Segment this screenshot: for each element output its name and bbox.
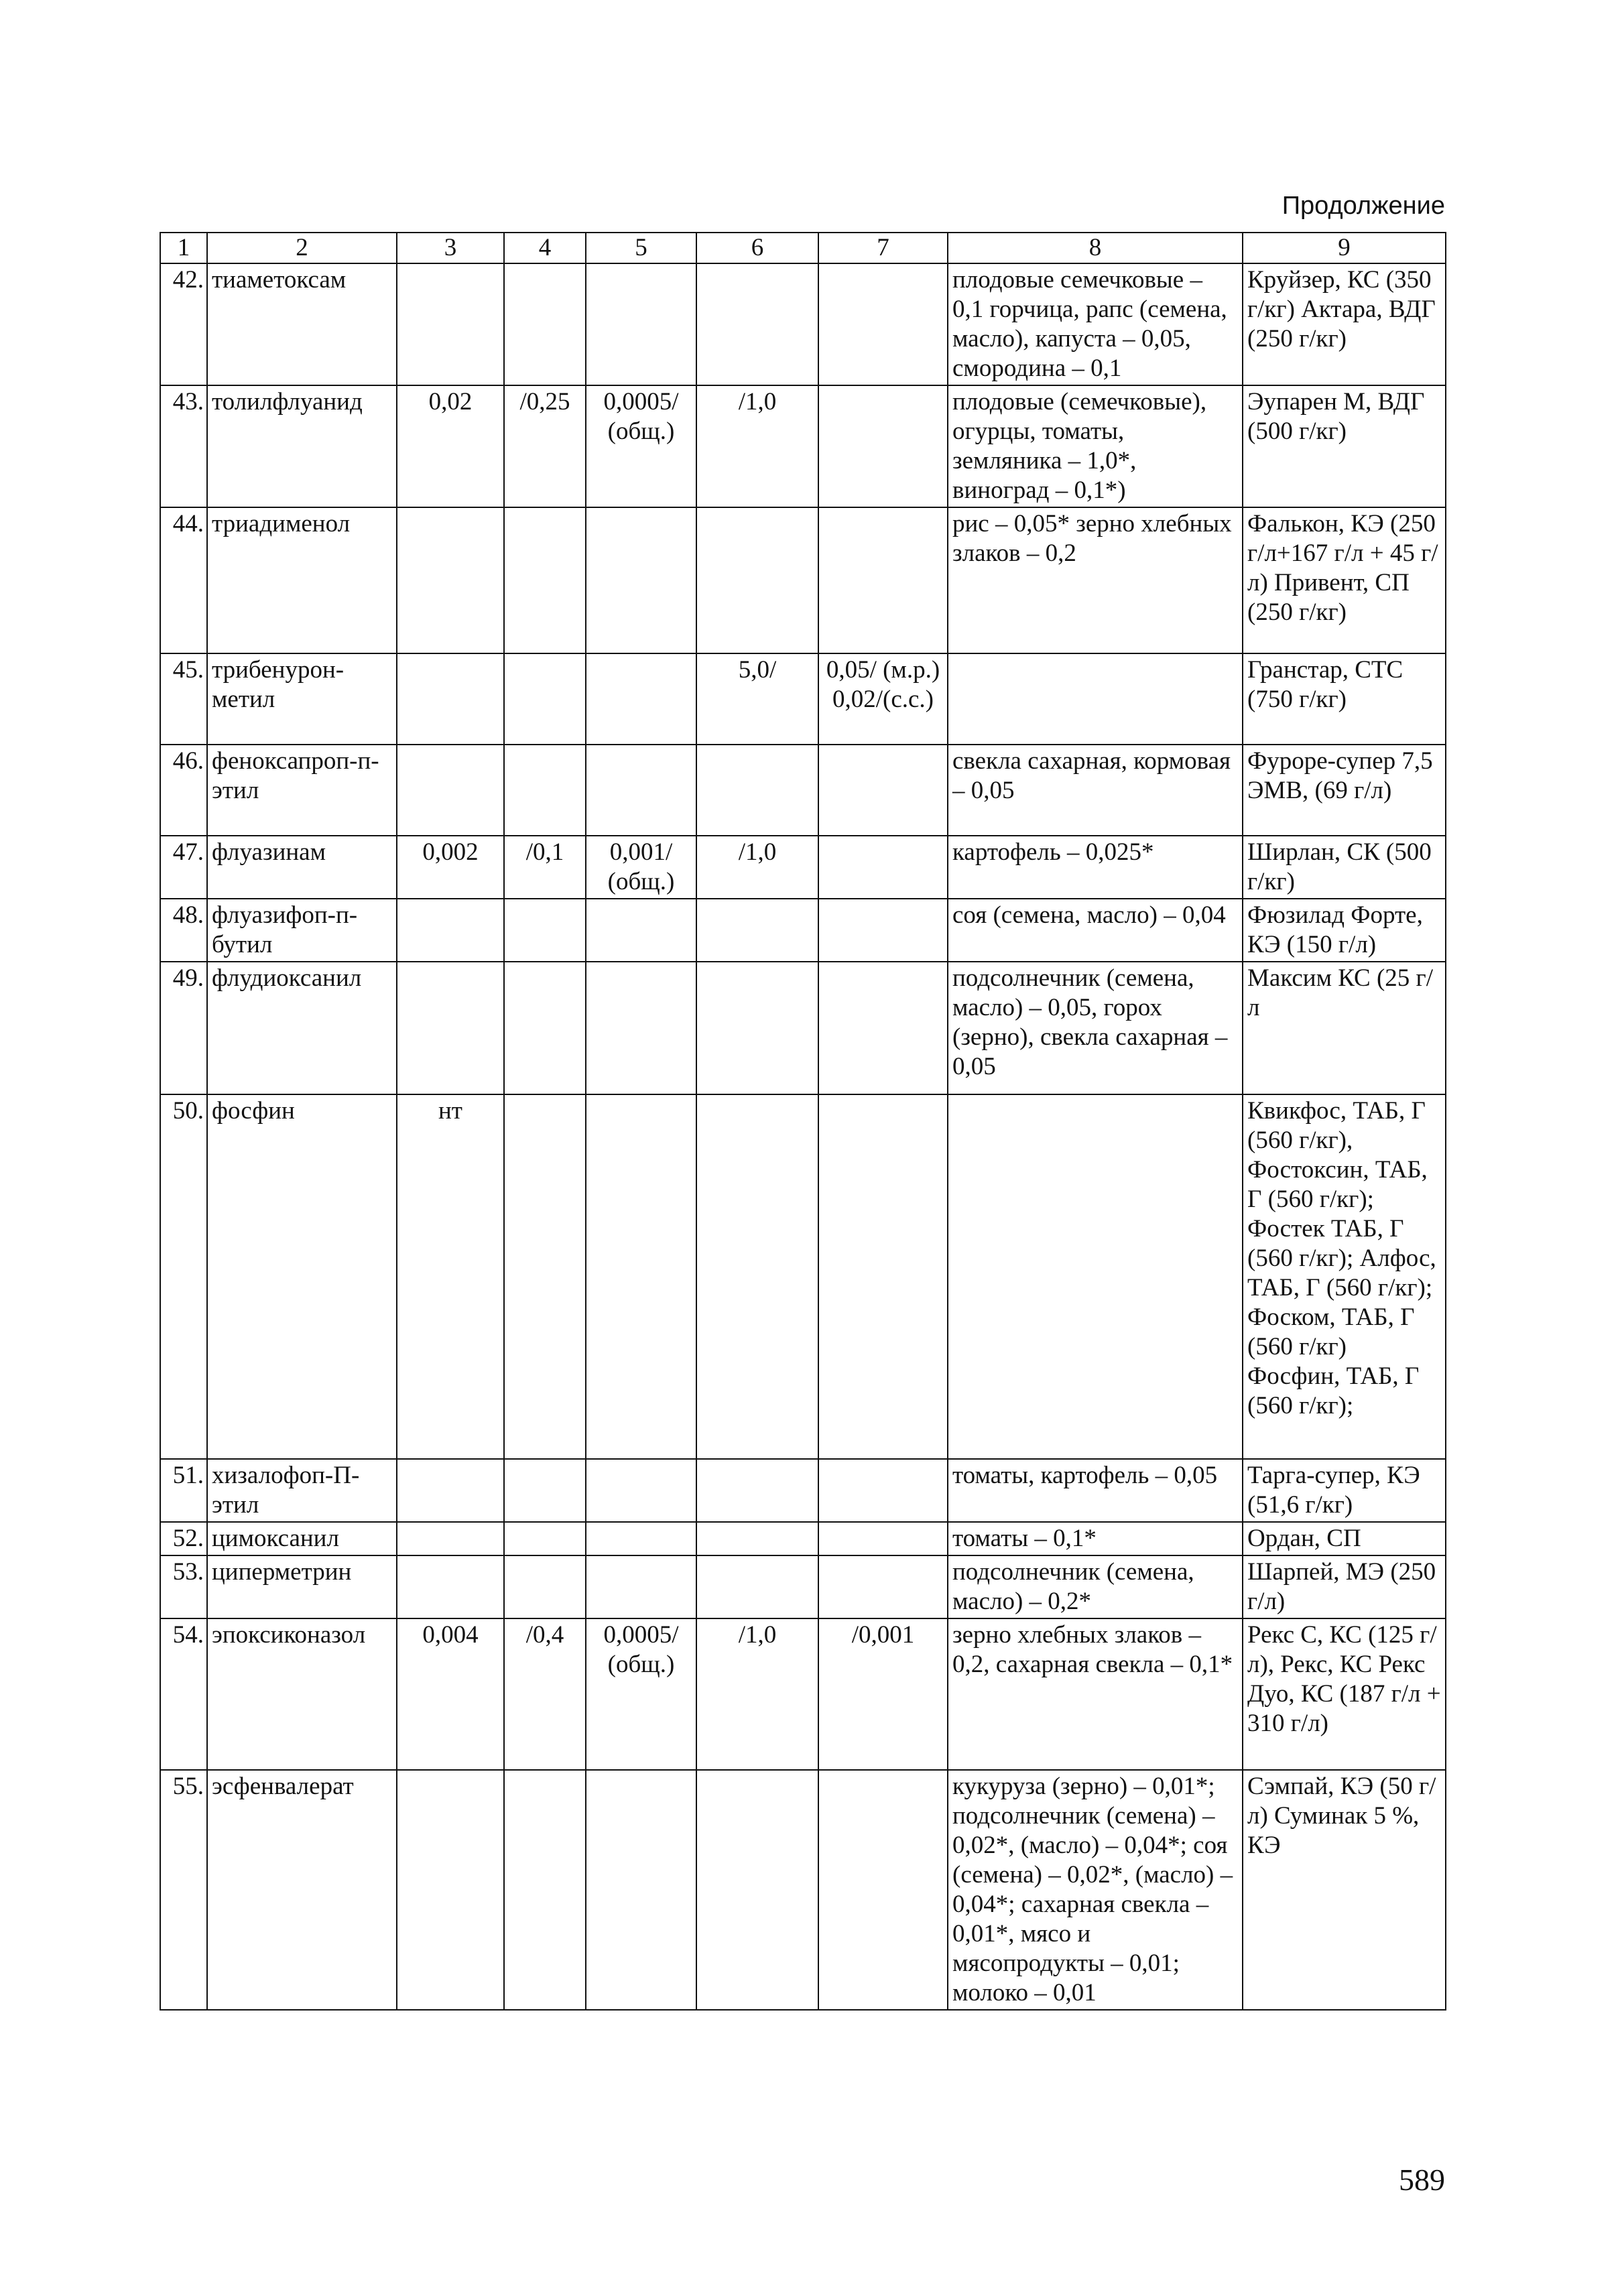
row-number: 54. <box>160 1618 207 1770</box>
row-number: 55. <box>160 1770 207 2010</box>
cell-col5 <box>586 1555 696 1618</box>
cell-col4 <box>504 1459 586 1522</box>
column-number: 2 <box>207 233 397 263</box>
cell-col3 <box>397 745 504 836</box>
column-number: 7 <box>818 233 948 263</box>
cell-col5 <box>586 1770 696 2010</box>
cell-col5 <box>586 745 696 836</box>
cell-col3 <box>397 653 504 745</box>
cell-col4 <box>504 1770 586 2010</box>
cell-col3 <box>397 1459 504 1522</box>
table-row <box>160 899 1446 962</box>
cell-col7 <box>818 899 948 962</box>
cell-col3 <box>397 1555 504 1618</box>
cell-col5: 0,0005/ (общ.) <box>586 385 696 507</box>
row-number: 42. <box>160 263 207 385</box>
residue-limits: плодовые (семечковые), огурцы, томаты, земляника – 1,0*, виноград – 0,1*) <box>948 385 1243 507</box>
cell-col4: /0,1 <box>504 836 586 899</box>
cell-col3 <box>397 1770 504 2010</box>
residue-limits: зерно хлебных злаков – 0,2, сахарная свекла – 0,1* <box>948 1618 1243 1770</box>
table-row <box>160 1522 1446 1555</box>
page-number: 589 <box>1399 2163 1445 2197</box>
row-number: 50. <box>160 1094 207 1459</box>
cell-col6: 5,0/ <box>696 653 818 745</box>
row-number: 46. <box>160 745 207 836</box>
cell-col7 <box>818 1770 948 2010</box>
column-number: 9 <box>1243 233 1446 263</box>
cell-col4 <box>504 745 586 836</box>
cell-col6 <box>696 507 818 653</box>
table-row <box>160 507 1446 653</box>
product-names: Гранстар, СТС (750 г/кг) <box>1243 653 1446 745</box>
cell-col6 <box>696 1522 818 1555</box>
residue-limits: картофель – 0,025* <box>948 836 1243 899</box>
substance-name: фосфин <box>207 1094 397 1459</box>
cell-col5 <box>586 263 696 385</box>
table-row <box>160 1770 1446 2010</box>
row-number: 44. <box>160 507 207 653</box>
cell-col6 <box>696 1459 818 1522</box>
product-names: Фюзилад Форте, КЭ (150 г/л) <box>1243 899 1446 962</box>
column-number: 3 <box>397 233 504 263</box>
cell-col6 <box>696 1555 818 1618</box>
table-row <box>160 745 1446 836</box>
cell-col7 <box>818 1555 948 1618</box>
table-row <box>160 1555 1446 1618</box>
product-names: Эупарен М, ВДГ (500 г/кг) <box>1243 385 1446 507</box>
cell-col3 <box>397 1522 504 1555</box>
product-names: Круйзер, КС (350 г/кг) Актара, ВДГ (250 г/кг) <box>1243 263 1446 385</box>
row-number: 49. <box>160 962 207 1094</box>
cell-col7: 0,05/ (м.р.) 0,02/(с.с.) <box>818 653 948 745</box>
product-names: Фалькон, КЭ (250 г/л+167 г/л + 45 г/л) Привент, СП (250 г/кг) <box>1243 507 1446 653</box>
product-names: Максим КС (25 г/л <box>1243 962 1446 1094</box>
cell-col4 <box>504 1522 586 1555</box>
cell-col3 <box>397 263 504 385</box>
column-number: 6 <box>696 233 818 263</box>
substance-name: толилфлуанид <box>207 385 397 507</box>
product-names: Ширлан, СК (500 г/кг) <box>1243 836 1446 899</box>
residue-limits <box>948 653 1243 745</box>
table-row <box>160 653 1446 745</box>
cell-col3: 0,004 <box>397 1618 504 1770</box>
table-row <box>160 1618 1446 1770</box>
cell-col5 <box>586 899 696 962</box>
product-names: Тарга-супер, КЭ (51,6 г/кг) <box>1243 1459 1446 1522</box>
continuation-label: Продолжение <box>1282 192 1445 220</box>
cell-col7 <box>818 507 948 653</box>
table-row <box>160 962 1446 1094</box>
residue-limits <box>948 1094 1243 1459</box>
row-number: 47. <box>160 836 207 899</box>
substance-name: тиаметоксам <box>207 263 397 385</box>
cell-col5: 0,001/ (общ.) <box>586 836 696 899</box>
row-number: 43. <box>160 385 207 507</box>
substance-name: флуазинам <box>207 836 397 899</box>
row-number: 53. <box>160 1555 207 1618</box>
cell-col7 <box>818 836 948 899</box>
table-row <box>160 836 1446 899</box>
substance-name: эпоксиконазол <box>207 1618 397 1770</box>
product-names: Фуроре-супер 7,5 ЭМВ, (69 г/л) <box>1243 745 1446 836</box>
column-number: 4 <box>504 233 586 263</box>
product-names: Рекс С, КС (125 г/л), Рекс, КС Рекс Дуо, КС (187 г/л + 310 г/л) <box>1243 1618 1446 1770</box>
table-row <box>160 1094 1446 1459</box>
cell-col6 <box>696 1094 818 1459</box>
substance-name: цимоксанил <box>207 1522 397 1555</box>
product-names: Сэмпай, КЭ (50 г/л) Суминак 5 %, КЭ <box>1243 1770 1446 2010</box>
cell-col6 <box>696 1770 818 2010</box>
cell-col5 <box>586 1522 696 1555</box>
cell-col5 <box>586 653 696 745</box>
table-row <box>160 1459 1446 1522</box>
substance-name: триадименол <box>207 507 397 653</box>
cell-col4 <box>504 263 586 385</box>
table-row <box>160 263 1446 385</box>
cell-col6 <box>696 263 818 385</box>
substance-name: феноксапроп-п-этил <box>207 745 397 836</box>
cell-col7: /0,001 <box>818 1618 948 1770</box>
substance-name: хизалофоп-П-этил <box>207 1459 397 1522</box>
cell-col7 <box>818 1522 948 1555</box>
cell-col4 <box>504 653 586 745</box>
cell-col3: нт <box>397 1094 504 1459</box>
row-number: 52. <box>160 1522 207 1555</box>
cell-col3 <box>397 899 504 962</box>
cell-col5 <box>586 1459 696 1522</box>
cell-col6 <box>696 745 818 836</box>
cell-col3 <box>397 507 504 653</box>
cell-col4 <box>504 1094 586 1459</box>
row-number: 48. <box>160 899 207 962</box>
cell-col6: /1,0 <box>696 385 818 507</box>
cell-col6: /1,0 <box>696 836 818 899</box>
cell-col5: 0,0005/ (общ.) <box>586 1618 696 1770</box>
cell-col6 <box>696 962 818 1094</box>
residue-limits: кукуруза (зерно) – 0,01*; подсолнечник (семена) – 0,02*, (масло) – 0,04*; соя (семена) – 0,02*, (масло) – 0,04*; сахарная свекла – 0,01*, мясо и мясопродукты – 0,01; молоко – 0,01 <box>948 1770 1243 2010</box>
residue-limits: свекла сахарная, кормовая – 0,05 <box>948 745 1243 836</box>
cell-col4: /0,4 <box>504 1618 586 1770</box>
column-number: 8 <box>948 233 1243 263</box>
residue-limits: рис – 0,05* зерно хлебных злаков – 0,2 <box>948 507 1243 653</box>
product-names: Квикфос, ТАБ, Г (560 г/кг), Фостоксин, ТАБ, Г (560 г/кг); Фостек ТАБ, Г (560 г/кг); Алфос, ТАБ, Г (560 г/кг); Фоском, ТАБ, Г (560 г/кг) Фосфин, ТАБ, Г (560 г/кг); <box>1243 1094 1446 1459</box>
substance-name: циперметрин <box>207 1555 397 1618</box>
cell-col7 <box>818 385 948 507</box>
column-number: 5 <box>586 233 696 263</box>
cell-col3: 0,002 <box>397 836 504 899</box>
pesticide-table <box>160 232 1446 2011</box>
cell-col3: 0,02 <box>397 385 504 507</box>
cell-col4: /0,25 <box>504 385 586 507</box>
cell-col4 <box>504 1555 586 1618</box>
residue-limits: томаты, картофель – 0,05 <box>948 1459 1243 1522</box>
product-names: Шарпей, МЭ (250 г/л) <box>1243 1555 1446 1618</box>
substance-name: флудиоксанил <box>207 962 397 1094</box>
table-row <box>160 385 1446 507</box>
cell-col6: /1,0 <box>696 1618 818 1770</box>
cell-col7 <box>818 1459 948 1522</box>
substance-name: флуазифоп-п-бутил <box>207 899 397 962</box>
cell-col5 <box>586 962 696 1094</box>
column-number-row <box>160 233 1446 263</box>
residue-limits: подсолнечник (семена, масло) – 0,05, горох (зерно), свекла сахарная – 0,05 <box>948 962 1243 1094</box>
row-number: 45. <box>160 653 207 745</box>
cell-col7 <box>818 962 948 1094</box>
cell-col7 <box>818 1094 948 1459</box>
cell-col6 <box>696 899 818 962</box>
cell-col5 <box>586 1094 696 1459</box>
residue-limits: плодовые семечковые – 0,1 горчица, рапс (семена, масло), капуста – 0,05, смородина – 0,1 <box>948 263 1243 385</box>
cell-col4 <box>504 899 586 962</box>
cell-col5 <box>586 507 696 653</box>
residue-limits: томаты – 0,1* <box>948 1522 1243 1555</box>
column-number: 1 <box>160 233 207 263</box>
substance-name: эсфенвалерат <box>207 1770 397 2010</box>
cell-col4 <box>504 962 586 1094</box>
substance-name: трибенурон-метил <box>207 653 397 745</box>
row-number: 51. <box>160 1459 207 1522</box>
cell-col7 <box>818 263 948 385</box>
residue-limits: соя (семена, масло) – 0,04 <box>948 899 1243 962</box>
residue-limits: подсолнечник (семена, масло) – 0,2* <box>948 1555 1243 1618</box>
cell-col4 <box>504 507 586 653</box>
cell-col7 <box>818 745 948 836</box>
product-names: Ордан, СП <box>1243 1522 1446 1555</box>
cell-col3 <box>397 962 504 1094</box>
